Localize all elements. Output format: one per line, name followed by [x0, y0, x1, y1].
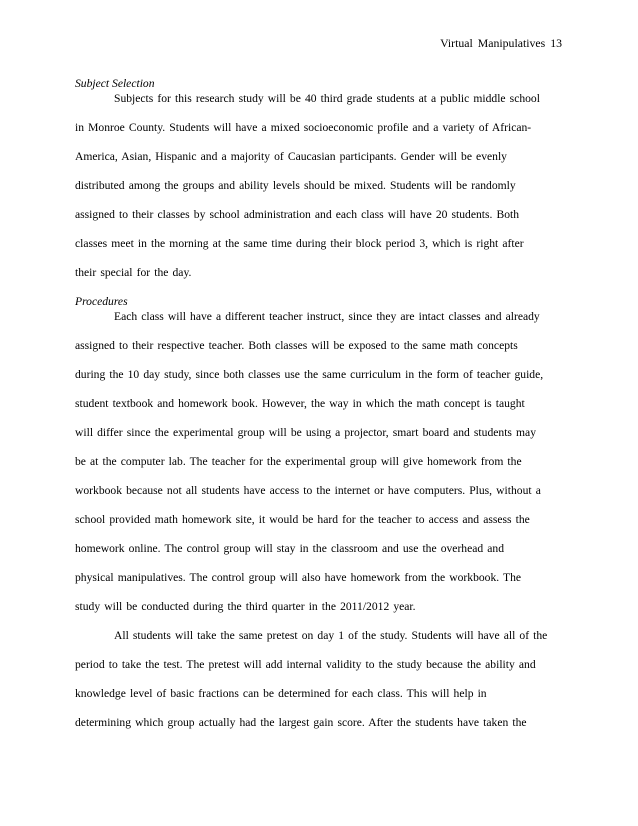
text-line: determining which group actually had the largest gain score. After the students have taken the [75, 716, 527, 729]
text-line: homework online. The control group will stay in the classroom and use the overhead and [75, 542, 505, 555]
text-line: be at the computer lab. The teacher for the experimental group will give homework from the [75, 455, 522, 468]
text-line: will differ since the experimental group will be using a projector, smart board and students may [75, 426, 536, 439]
text-line: All students will take the same pretest on day 1 of the study. Students will have all of the [114, 629, 548, 642]
text-line: workbook because not all students have access to the internet or have computers. Plus, without a [75, 484, 541, 497]
section-heading: Subject Selection [75, 77, 155, 90]
document-body [75, 76, 564, 730]
text-line: their special for the day. [75, 266, 192, 279]
text-line: student textbook and homework book. However, the way in which the math concept is taught [75, 397, 525, 410]
text-line: distributed among the groups and ability levels should be mixed. Students will be randomly [75, 179, 516, 192]
section-heading: Procedures [75, 295, 128, 308]
text-line: school provided math homework site, it would be hard for the teacher to access and assess the [75, 513, 530, 526]
text-line: in Monroe County. Students will have a mixed socioeconomic profile and a variety of African- [75, 121, 532, 134]
text-line: Each class will have a different teacher instruct, since they are intact classes and already [114, 310, 540, 323]
text-line: America, Asian, Hispanic and a majority of Caucasian participants. Gender will be evenly [75, 150, 507, 163]
running-head: Virtual Manipulatives 13 [440, 36, 562, 50]
text-line: study will be conducted during the third quarter in the 2011/2012 year. [75, 600, 416, 613]
text-line: assigned to their respective teacher. Both classes will be exposed to the same math concepts [75, 339, 518, 352]
text-line: assigned to their classes by school administration and each class will have 20 students. Both [75, 208, 520, 221]
section-procedures [75, 294, 564, 730]
section-subject-selection [75, 76, 564, 280]
text-line: during the 10 day study, since both classes use the same curriculum in the form of teacher guide, [75, 368, 544, 381]
text-line: classes meet in the morning at the same time during their block period 3, which is right after [75, 237, 524, 250]
text-line: physical manipulatives. The control group will also have homework from the workbook. The [75, 571, 522, 584]
text-line: period to take the test. The pretest will add internal validity to the study because the ability and [75, 658, 536, 671]
text-line: Subjects for this research study will be 40 third grade students at a public middle school [114, 92, 540, 105]
text-line: knowledge level of basic fractions can be determined for each class. This will help in [75, 687, 487, 700]
